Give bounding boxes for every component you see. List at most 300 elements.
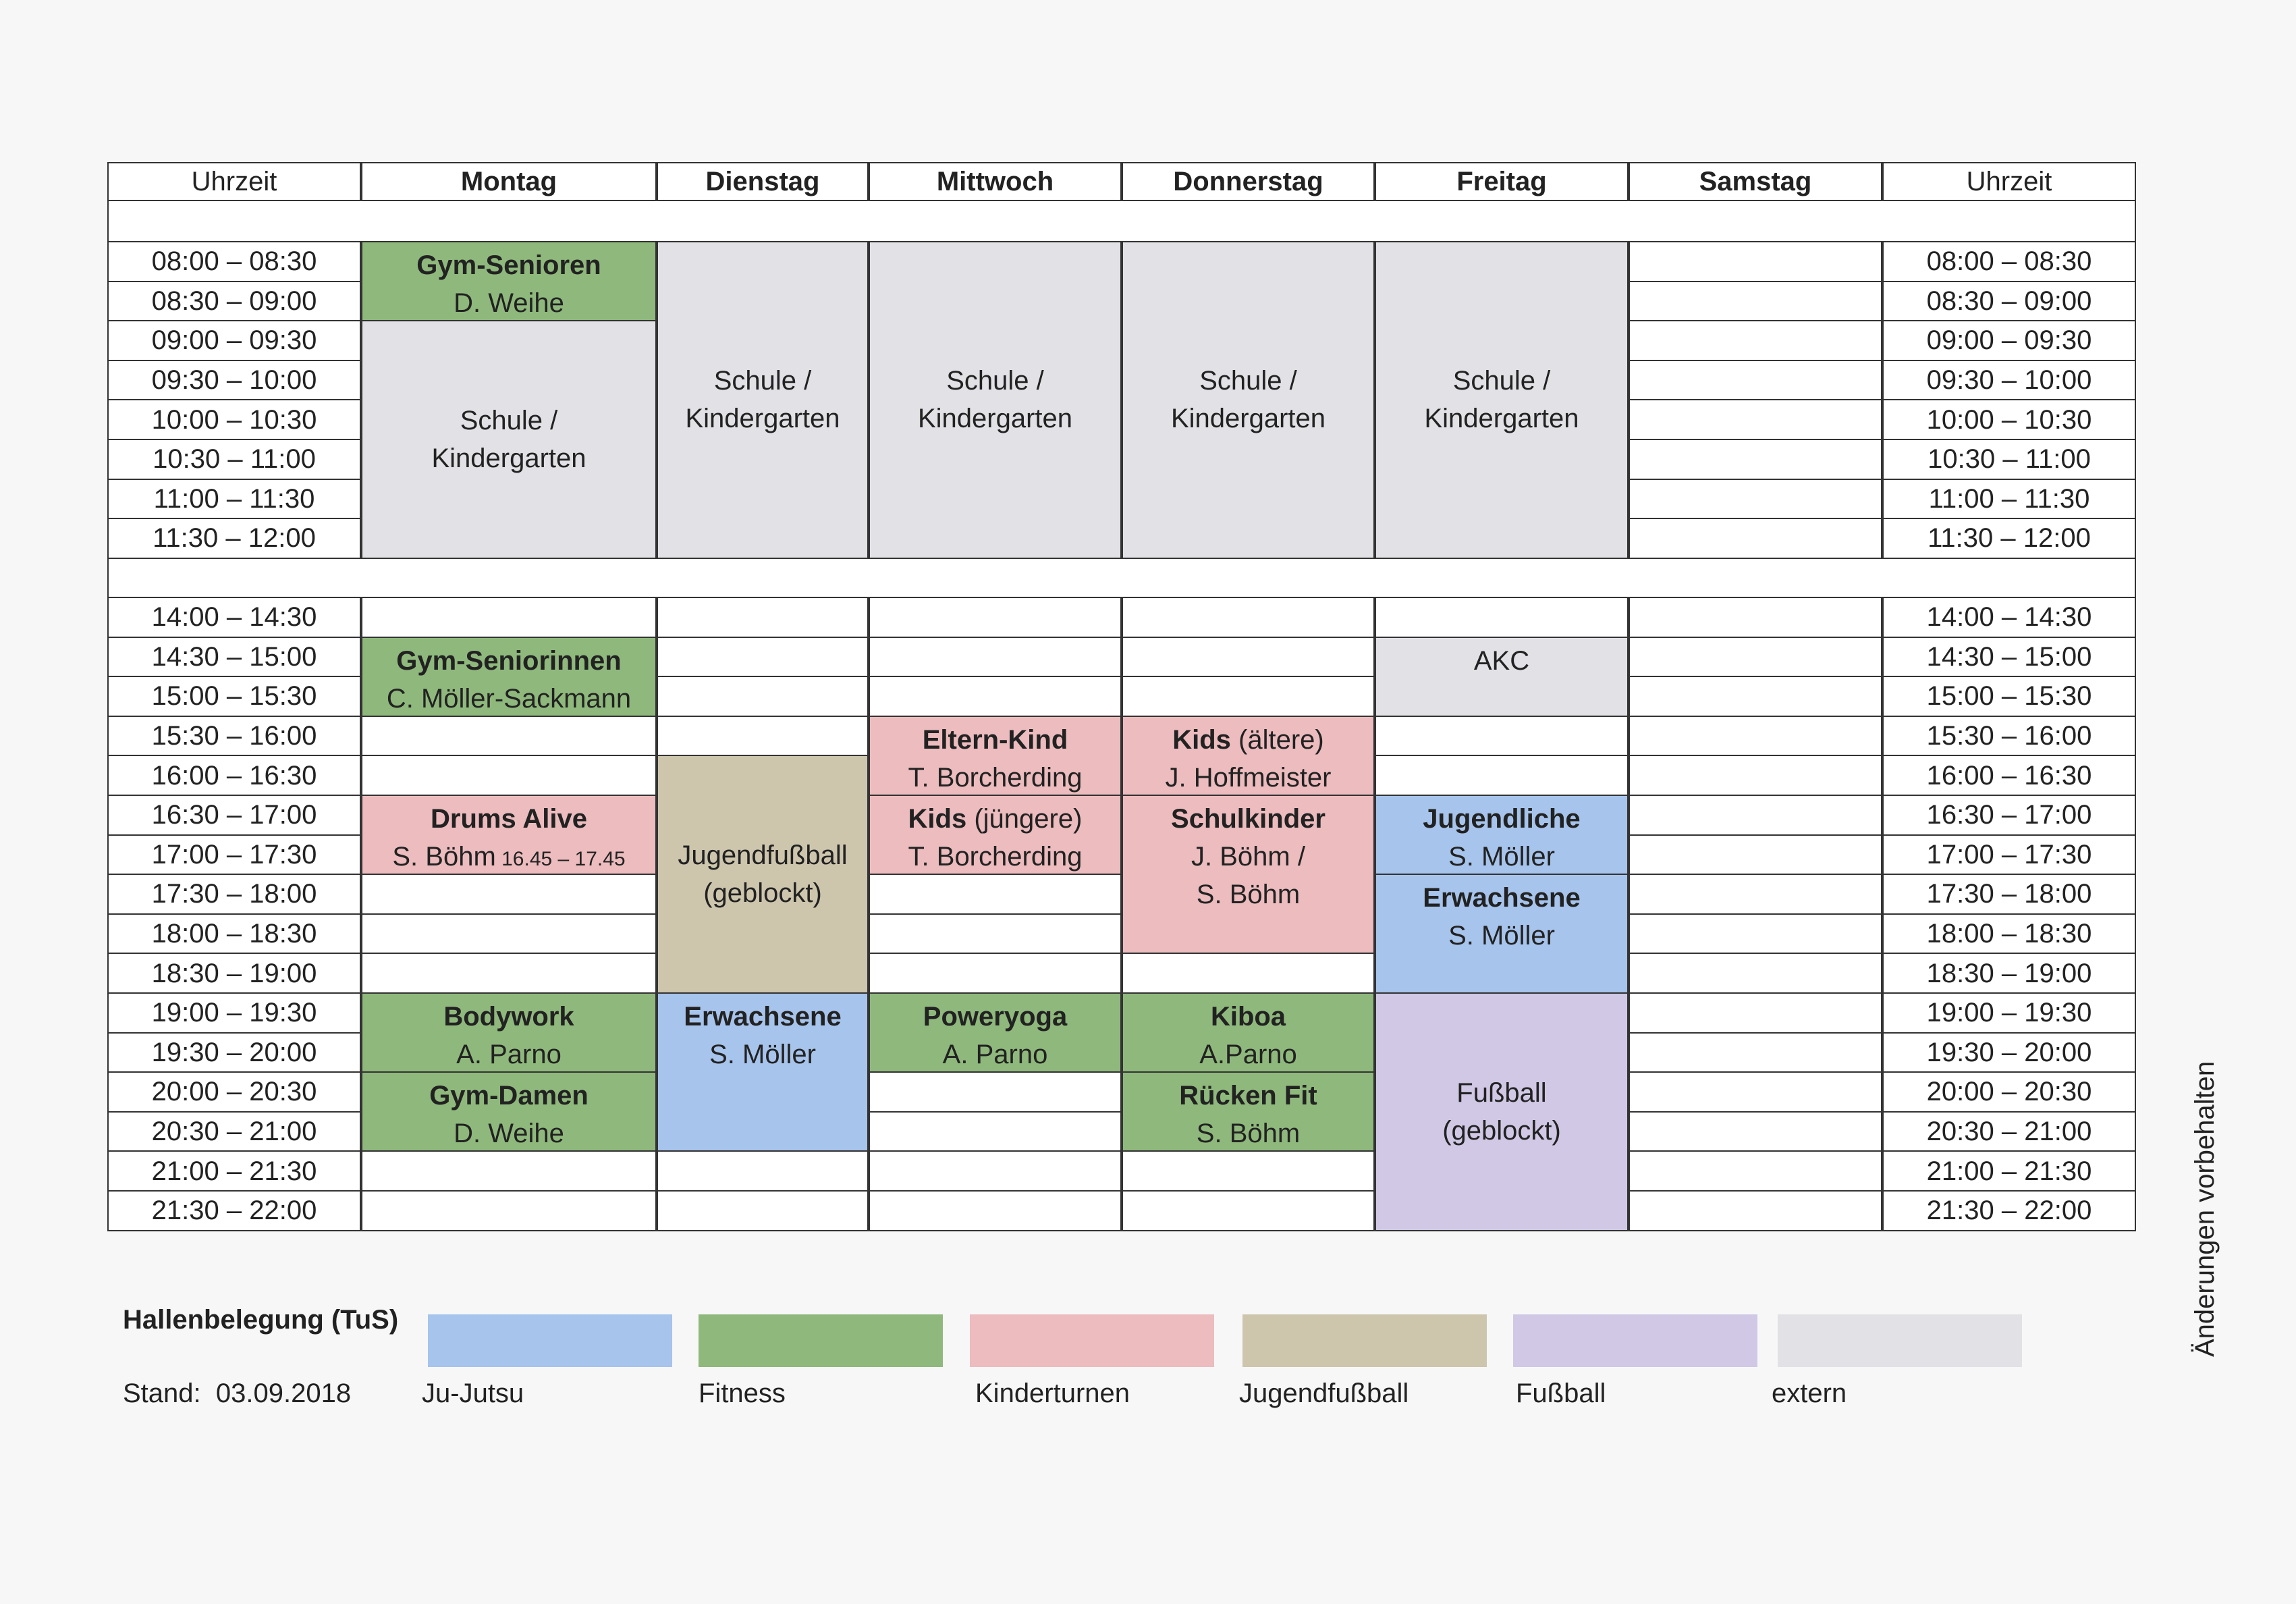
- time-label: 19:00 – 19:30: [1926, 998, 2092, 1028]
- time-cell-right: [1882, 676, 2136, 717]
- event-title: [1453, 362, 1551, 400]
- legend-swatch-jugendfussball: [1242, 1314, 1487, 1367]
- event-title: [1456, 1074, 1546, 1112]
- time-label: 19:00 – 19:30: [151, 998, 317, 1028]
- event-detail: [1424, 400, 1579, 437]
- slot-cell: [657, 716, 869, 757]
- event-text: Jugendliche: [1423, 804, 1581, 834]
- time-label: 14:00 – 14:30: [1926, 602, 2092, 633]
- event-extern: [1122, 241, 1375, 559]
- event-text: A. Parno: [456, 1040, 562, 1069]
- time-label: 21:00 – 21:30: [151, 1156, 317, 1186]
- slot-cell: [869, 1190, 1122, 1231]
- time-cell-right: [1882, 1071, 2136, 1113]
- slot-cell: [361, 913, 657, 955]
- event-detail: [1448, 917, 1555, 955]
- header-day-freitag: [1375, 162, 1629, 201]
- event-detail: [1171, 400, 1325, 437]
- time-cell-left: [107, 399, 361, 440]
- time-cell-left: [107, 281, 361, 322]
- time-cell-left: [107, 755, 361, 796]
- event-detail: [703, 874, 822, 912]
- time-cell-left: [107, 1071, 361, 1113]
- slot-cell: [361, 953, 657, 994]
- event-title: [429, 1077, 589, 1115]
- legend-swatch-fitness: [699, 1314, 943, 1367]
- time-cell-right: [1882, 953, 2136, 994]
- time-label: 14:30 – 15:00: [1926, 641, 2092, 672]
- event-title: [1171, 800, 1325, 838]
- event-detail: [456, 1036, 562, 1073]
- header-uhrzeit-left: [107, 162, 361, 201]
- event-detail: [908, 838, 1083, 876]
- event-detail: [1448, 838, 1555, 876]
- slot-cell: [869, 1111, 1122, 1152]
- time-label: 16:30 – 17:00: [1926, 800, 2092, 830]
- legend-swatch-extern: [1778, 1314, 2022, 1367]
- day-label: Mittwoch: [936, 167, 1054, 196]
- event-text: Jugendfußball: [678, 840, 848, 871]
- event-text: T. Borcherding: [908, 762, 1083, 793]
- time-label: 10:30 – 11:00: [1928, 444, 2091, 475]
- slot-cell: [1629, 1071, 1882, 1113]
- event-text: Gym-Damen: [429, 1081, 589, 1111]
- event-fitness: [361, 1071, 657, 1152]
- slot-cell: [1629, 360, 1882, 401]
- event-title: [678, 836, 847, 874]
- event-text: Bodywork: [443, 1002, 574, 1032]
- legend-label-jujutsu: Ju-Jutsu: [422, 1379, 524, 1408]
- header-label: Uhrzeit: [1966, 167, 2052, 196]
- slot-cell: [1629, 755, 1882, 796]
- slot-cell: [1629, 834, 1882, 876]
- time-label: 08:30 – 09:00: [1926, 286, 2092, 316]
- event-text: C. Möller-Sackmann: [386, 683, 632, 714]
- slot-cell: [361, 755, 657, 796]
- event-kinderturnen: [869, 795, 1122, 875]
- event-text: Gym-Seniorinnen: [396, 645, 622, 676]
- event-text: S. Böhm: [1196, 880, 1301, 909]
- event-extern: [1375, 241, 1629, 559]
- event-kinderturnen: [1122, 716, 1375, 796]
- event-title: [1423, 800, 1580, 838]
- slot-cell: [1629, 479, 1882, 520]
- time-cell-right: [1882, 795, 2136, 836]
- time-cell-right: [1882, 479, 2136, 520]
- time-cell-left: [107, 676, 361, 717]
- event-text: Kindergarten: [917, 404, 1073, 434]
- slot-cell: [1629, 1032, 1882, 1073]
- time-cell-right: [1882, 360, 2136, 401]
- event-jugendfu-ball: [657, 755, 869, 994]
- time-label: 10:00 – 10:30: [1926, 404, 2092, 435]
- event-ju-jutsu: [1375, 874, 1629, 994]
- event-text: T. Borcherding: [908, 842, 1083, 872]
- day-label: Dienstag: [705, 167, 820, 196]
- event-title: [923, 721, 1068, 759]
- time-label: 15:00 – 15:30: [151, 681, 317, 712]
- side-note: Änderungen vorbehalten: [2190, 1061, 2220, 1357]
- event-text: J. Hoffmeister: [1165, 762, 1332, 793]
- day-label: Freitag: [1456, 167, 1547, 196]
- time-cell-right: [1882, 1150, 2136, 1192]
- time-label: 10:00 – 10:30: [151, 404, 317, 435]
- slot-cell: [1122, 953, 1375, 994]
- legend-swatch-fussball: [1513, 1314, 1757, 1367]
- day-label: Montag: [460, 167, 557, 196]
- slot-cell: [1122, 1150, 1375, 1192]
- event-text: Schule /: [946, 366, 1044, 396]
- time-cell-right: [1882, 716, 2136, 757]
- slot-cell: [361, 1150, 657, 1192]
- time-label: 11:00 – 11:30: [1928, 483, 2090, 514]
- time-label: 20:30 – 21:00: [1926, 1117, 2092, 1147]
- separator-row: [107, 556, 2136, 598]
- time-cell-left: [107, 913, 361, 955]
- event-text: S. Möller: [709, 1040, 816, 1069]
- time-label: 17:30 – 18:00: [1926, 879, 2092, 909]
- time-cell-left: [107, 795, 361, 836]
- time-label: 17:00 – 17:30: [1926, 839, 2092, 870]
- event-fu-ball: [1375, 992, 1629, 1231]
- slot-cell: [1629, 716, 1882, 757]
- event-text: D. Weihe: [454, 1119, 564, 1149]
- event-text: Schule /: [1199, 366, 1297, 396]
- header-day-mittwoch: [869, 162, 1122, 201]
- time-cell-left: [107, 1150, 361, 1192]
- time-cell-right: [1882, 1190, 2136, 1231]
- time-cell-left: [107, 1190, 361, 1231]
- slot-cell: [869, 953, 1122, 994]
- event-text: S. Böhm: [1196, 1119, 1301, 1149]
- slot-cell: [1629, 1111, 1882, 1152]
- day-label: Donnerstag: [1173, 167, 1323, 196]
- time-label: 08:00 – 08:30: [1926, 246, 2092, 277]
- time-cell-right: [1882, 874, 2136, 915]
- time-cell-right: [1882, 1111, 2136, 1152]
- event-text: Fußball: [1456, 1077, 1547, 1108]
- header-day-montag: [361, 162, 657, 201]
- time-label: 18:00 – 18:30: [151, 919, 317, 949]
- time-label: 11:30 – 12:00: [1928, 523, 2091, 554]
- time-cell-left: [107, 479, 361, 520]
- time-cell-left: [107, 597, 361, 638]
- time-label: 09:30 – 10:00: [151, 365, 317, 396]
- time-cell-left: [107, 439, 361, 480]
- time-cell-right: [1882, 913, 2136, 955]
- slot-cell: [869, 874, 1122, 915]
- slot-cell: [1122, 637, 1375, 678]
- event-text: Gym-Senioren: [416, 250, 601, 280]
- time-label: 11:30 – 12:00: [153, 523, 316, 554]
- slot-cell: [657, 597, 869, 638]
- time-cell-left: [107, 953, 361, 994]
- event-text: Schule /: [460, 405, 558, 435]
- event-detail: [387, 680, 631, 718]
- event-detail: [1166, 759, 1332, 797]
- event-text: Erwachsene: [684, 1002, 842, 1032]
- event-text: D. Weihe: [454, 288, 564, 318]
- event-detail: [709, 1036, 816, 1073]
- time-label: 09:00 – 09:30: [1926, 325, 2092, 356]
- slot-cell: [1629, 913, 1882, 955]
- event-suffix: (jüngere): [966, 804, 1083, 834]
- event-title: [443, 998, 574, 1036]
- slot-cell: [1122, 676, 1375, 717]
- event-title: [684, 998, 841, 1036]
- slot-cell: [1629, 874, 1882, 915]
- time-cell-right: [1882, 281, 2136, 322]
- event-extern: [869, 241, 1122, 559]
- slot-cell: [1629, 795, 1882, 836]
- time-label: 09:30 – 10:00: [1926, 365, 2092, 396]
- slot-cell: [869, 597, 1122, 638]
- event-detail: [1199, 1036, 1297, 1073]
- time-label: 16:00 – 16:30: [151, 760, 317, 791]
- event-kinderturnen: [869, 716, 1122, 796]
- slot-cell: [1122, 1190, 1375, 1231]
- legend-label-extern: extern: [1772, 1379, 1847, 1408]
- time-cell-left: [107, 992, 361, 1034]
- event-title: [460, 402, 558, 439]
- slot-cell: [1629, 597, 1882, 638]
- time-label: 18:30 – 19:00: [151, 958, 317, 988]
- slot-cell: [869, 637, 1122, 678]
- slot-cell: [1629, 676, 1882, 717]
- time-cell-right: [1882, 834, 2136, 876]
- event-text: Kindergarten: [1170, 404, 1326, 434]
- event-ju-jutsu: [657, 992, 869, 1152]
- event-text: Schule /: [713, 366, 812, 396]
- event-text: Rücken Fit: [1179, 1081, 1317, 1111]
- time-cell-right: [1882, 992, 2136, 1034]
- slot-cell: [1629, 439, 1882, 480]
- event-text: (geblockt): [1442, 1115, 1561, 1146]
- event-text: Kindergarten: [685, 404, 840, 434]
- event-text: Poweryoga: [923, 1002, 1068, 1032]
- legend-swatch-kinderturnen: [970, 1314, 1214, 1367]
- header-day-samstag: [1629, 162, 1882, 201]
- time-cell-left: [107, 320, 361, 361]
- slot-cell: [361, 1190, 657, 1231]
- time-cell-left: [107, 834, 361, 876]
- event-text: S. Böhm: [392, 842, 496, 872]
- time-label: 20:00 – 20:30: [151, 1077, 317, 1107]
- slot-cell: [869, 1150, 1122, 1192]
- event-detail: [908, 759, 1083, 797]
- legend-label-kinderturnen: Kinderturnen: [975, 1379, 1130, 1408]
- time-cell-right: [1882, 241, 2136, 282]
- slot-cell: [1629, 281, 1882, 322]
- time-label: 09:00 – 09:30: [151, 325, 317, 356]
- event-title: [923, 998, 1067, 1036]
- time-label: 14:30 – 15:00: [151, 641, 317, 672]
- event-title: [714, 362, 812, 400]
- slot-cell: [1629, 241, 1882, 282]
- event-detail: [454, 284, 564, 322]
- event-fitness: [1122, 1071, 1375, 1152]
- time-label: 14:00 – 14:30: [151, 602, 317, 633]
- time-label: 15:30 – 16:00: [151, 721, 317, 751]
- event-time-note: 16.45 – 17.45: [495, 848, 626, 870]
- event-kinderturnen: [361, 795, 657, 875]
- event-detail: [431, 439, 586, 477]
- event-extern: [657, 241, 869, 559]
- event-text: Kindergarten: [1424, 404, 1579, 434]
- event-text: J. Böhm /: [1191, 842, 1305, 872]
- slot-cell: [1629, 1190, 1882, 1231]
- event-detail: [1197, 876, 1300, 913]
- event-fitness: [361, 637, 657, 717]
- event-text: (geblockt): [703, 878, 822, 909]
- event-fitness: [869, 992, 1122, 1073]
- slot-cell: [1629, 1150, 1882, 1192]
- time-cell-right: [1882, 320, 2136, 361]
- stand-date: [123, 1379, 351, 1409]
- event-detail: [392, 838, 625, 876]
- event-text: Kindergarten: [431, 443, 586, 473]
- event-text: Erwachsene: [1423, 883, 1581, 913]
- time-cell-left: [107, 637, 361, 678]
- header-uhrzeit-right: [1882, 162, 2136, 201]
- legend-label-jugendfussball: Jugendfußball: [1239, 1379, 1409, 1408]
- event-detail: [685, 400, 840, 437]
- time-label: 21:30 – 22:00: [1926, 1196, 2092, 1226]
- time-label: 08:30 – 09:00: [151, 286, 317, 316]
- slot-cell: [1629, 518, 1882, 559]
- slot-cell: [1629, 992, 1882, 1034]
- time-cell-left: [107, 518, 361, 559]
- slot-cell: [657, 637, 869, 678]
- legend-swatch-jujutsu: [428, 1314, 672, 1367]
- slot-cell: [657, 676, 869, 717]
- time-cell-right: [1882, 518, 2136, 559]
- slot-cell: [1375, 597, 1629, 638]
- event-suffix: (ältere): [1230, 724, 1324, 755]
- time-label: 19:30 – 20:00: [151, 1037, 317, 1067]
- time-label: 20:30 – 21:00: [151, 1117, 317, 1147]
- time-cell-left: [107, 716, 361, 757]
- time-cell-left: [107, 874, 361, 915]
- slot-cell: [1629, 399, 1882, 440]
- event-text: Drums Alive: [431, 804, 587, 834]
- time-cell-left: [107, 241, 361, 282]
- event-text: Schule /: [1452, 366, 1551, 396]
- event-text: S. Möller: [1448, 921, 1555, 951]
- event-text: Eltern-Kind: [922, 724, 1068, 755]
- event-detail: [1191, 838, 1305, 876]
- slot-cell: [1629, 637, 1882, 678]
- header-day-donnerstag: [1122, 162, 1375, 201]
- event-title: [396, 642, 621, 680]
- event-fitness: [361, 992, 657, 1073]
- time-label: 20:00 – 20:30: [1926, 1077, 2092, 1107]
- event-text: AKC: [1473, 645, 1530, 676]
- time-label: 18:30 – 19:00: [1926, 958, 2092, 988]
- time-cell-right: [1882, 597, 2136, 638]
- time-label: 11:00 – 11:30: [153, 483, 315, 514]
- time-label: 17:30 – 18:00: [151, 879, 317, 909]
- event-detail: [1442, 1112, 1561, 1150]
- time-cell-right: [1882, 399, 2136, 440]
- event-text: Kids: [908, 804, 967, 834]
- slot-cell: [361, 874, 657, 915]
- slot-cell: [361, 597, 657, 638]
- header-label: Uhrzeit: [191, 167, 277, 196]
- event-title: [1199, 362, 1297, 400]
- event-detail: [1197, 1115, 1300, 1152]
- event-text: A.Parno: [1199, 1040, 1297, 1069]
- legend-label-fussball: Fußball: [1516, 1379, 1606, 1408]
- event-title: [416, 246, 601, 284]
- event-title: [1179, 1077, 1317, 1115]
- time-cell-right: [1882, 755, 2136, 796]
- slot-cell: [869, 1071, 1122, 1113]
- event-text: Schulkinder: [1171, 804, 1325, 834]
- time-label: 16:00 – 16:30: [1926, 760, 2092, 791]
- legend-label-fitness: Fitness: [699, 1379, 786, 1408]
- time-label: 16:30 – 17:00: [151, 800, 317, 830]
- slot-cell: [869, 913, 1122, 955]
- legend-title: Hallenbelegung (TuS): [123, 1305, 399, 1335]
- time-label: 18:00 – 18:30: [1926, 919, 2092, 949]
- slot-cell: [1629, 320, 1882, 361]
- event-title: [908, 800, 1083, 838]
- event-extern: [1375, 637, 1629, 717]
- event-detail: [943, 1036, 1048, 1073]
- event-fitness: [1122, 992, 1375, 1073]
- slot-cell: [869, 676, 1122, 717]
- time-cell-left: [107, 1032, 361, 1073]
- slot-cell: [657, 1190, 869, 1231]
- stand-value: 03.09.2018: [215, 1379, 352, 1408]
- event-text: A. Parno: [942, 1040, 1048, 1069]
- time-cell-left: [107, 1111, 361, 1152]
- event-title: [431, 800, 587, 838]
- event-title: [1211, 998, 1286, 1036]
- time-cell-left: [107, 360, 361, 401]
- event-kinderturnen: [1122, 795, 1375, 954]
- event-text: Kiboa: [1210, 1002, 1286, 1032]
- separator-row: [107, 200, 2136, 242]
- event-title: [946, 362, 1044, 400]
- event-title: [1172, 721, 1324, 759]
- event-extern: [361, 320, 657, 559]
- time-label: 10:30 – 11:00: [153, 444, 316, 475]
- slot-cell: [1375, 716, 1629, 757]
- header-day-dienstag: [657, 162, 869, 201]
- slot-cell: [1629, 953, 1882, 994]
- event-text: Kids: [1172, 724, 1231, 755]
- time-label: 19:30 – 20:00: [1926, 1037, 2092, 1067]
- time-label: 15:00 – 15:30: [1926, 681, 2092, 712]
- time-cell-right: [1882, 1032, 2136, 1073]
- time-label: 15:30 – 16:00: [1926, 721, 2092, 751]
- event-detail: [454, 1115, 564, 1152]
- slot-cell: [361, 716, 657, 757]
- event-text: S. Möller: [1448, 842, 1555, 872]
- event-title: [1423, 879, 1580, 917]
- event-ju-jutsu: [1375, 795, 1629, 875]
- event-fitness: [361, 241, 657, 321]
- time-cell-right: [1882, 439, 2136, 480]
- time-label: 21:30 – 22:00: [151, 1196, 317, 1226]
- day-label: Samstag: [1699, 167, 1812, 196]
- event-detail: [918, 400, 1072, 437]
- event-title: [1474, 642, 1529, 680]
- time-label: 21:00 – 21:30: [1926, 1156, 2092, 1186]
- stand-label: Stand:: [123, 1379, 201, 1408]
